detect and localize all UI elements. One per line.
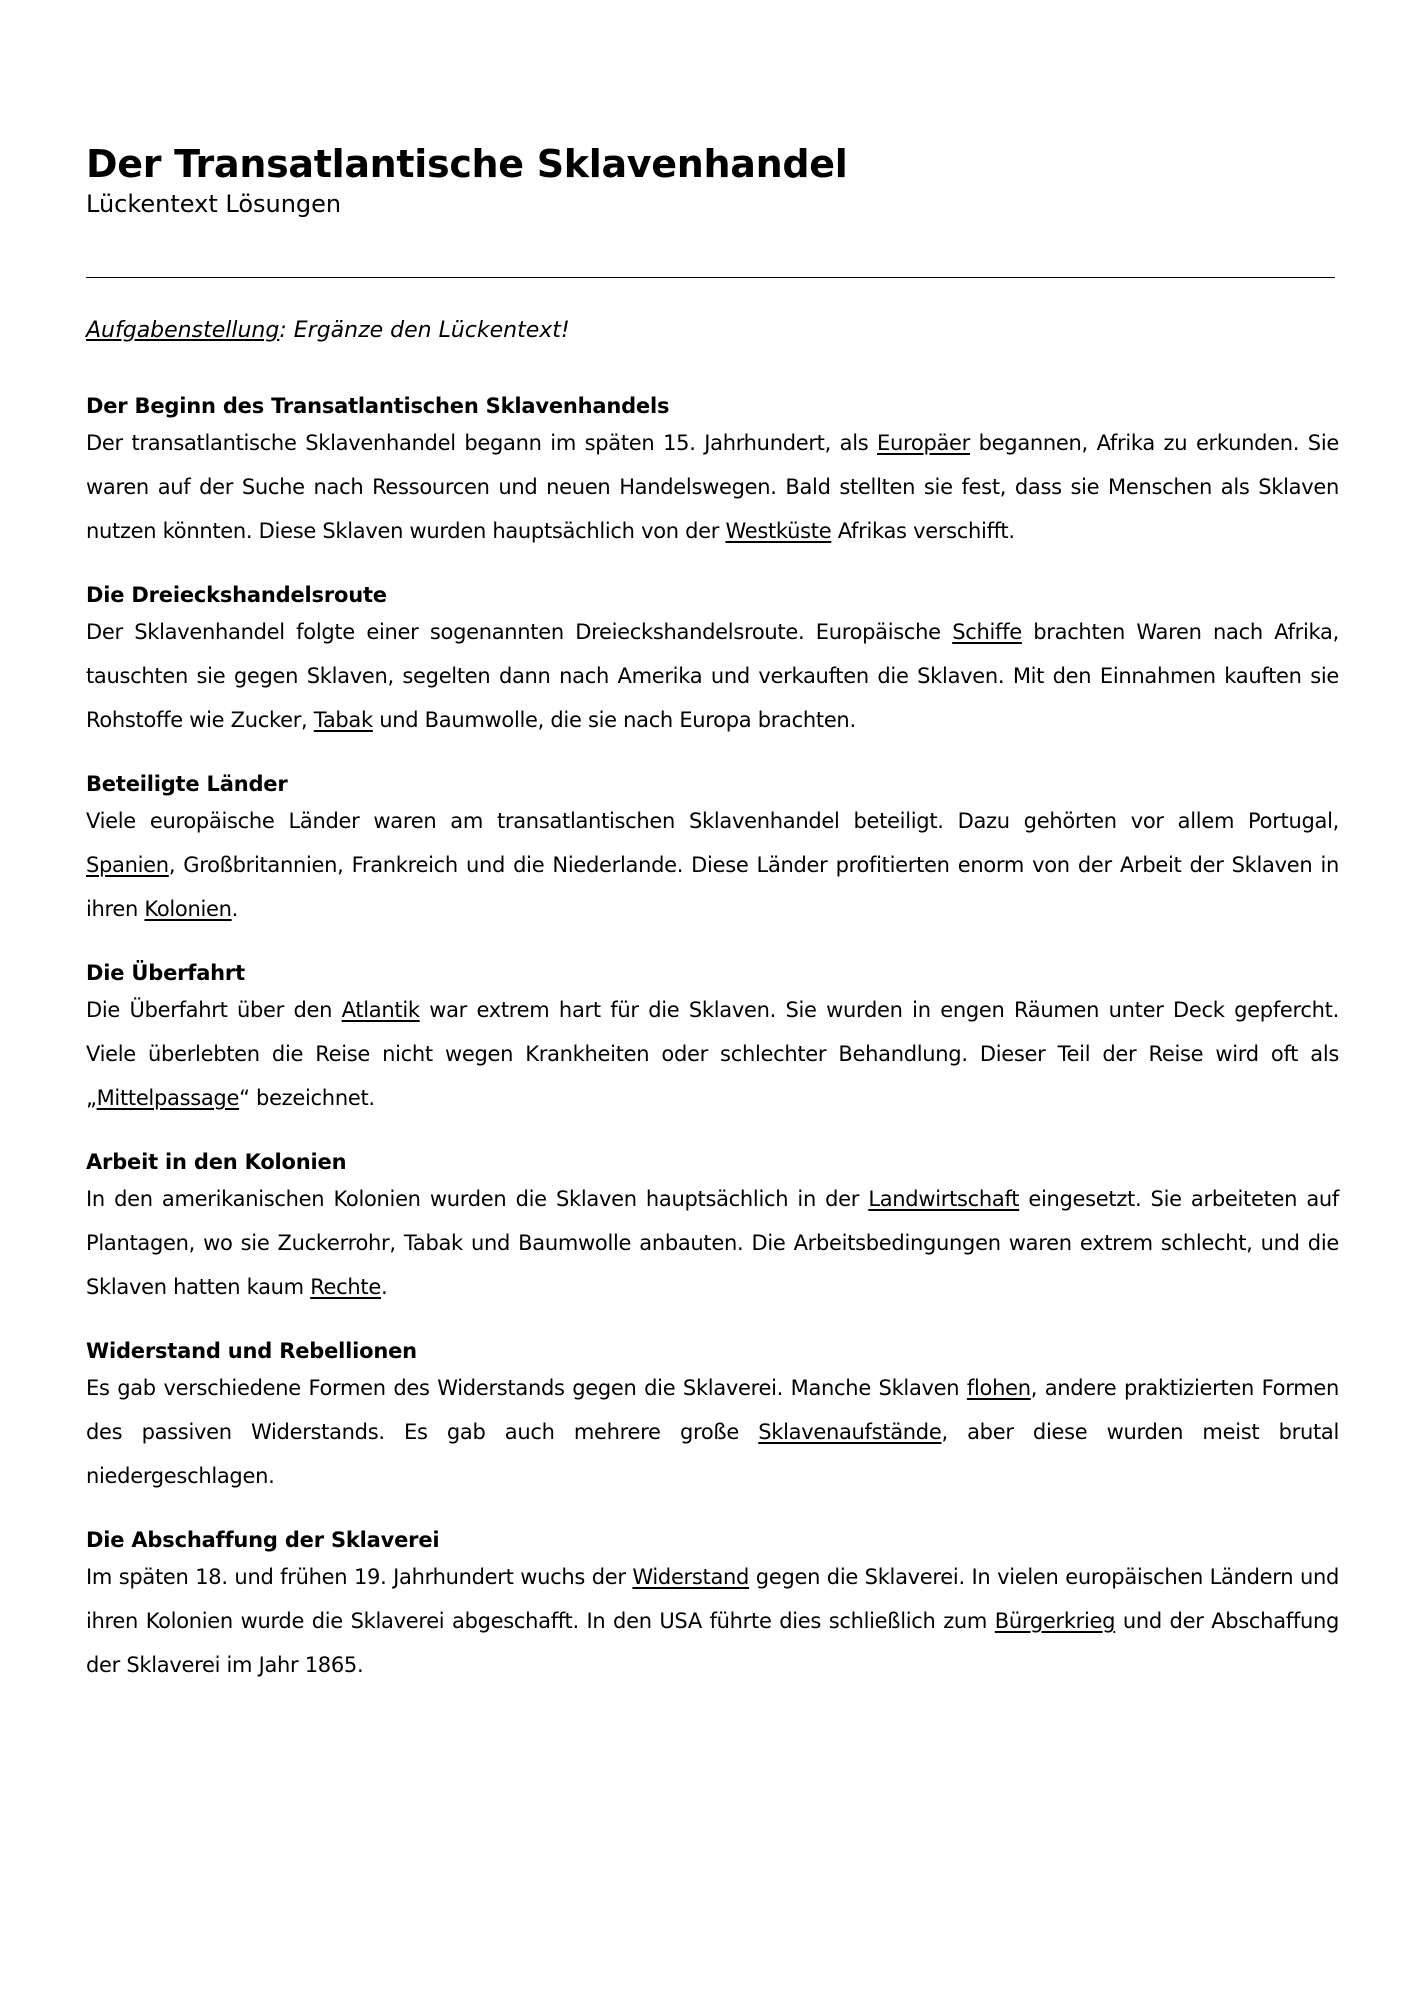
section-paragraph <box>86 421 1339 553</box>
text-run: eingesetzt. Sie arbeiteten auf Plantagen, wo sie Zuckerrohr, Tabak und Baumwolle anbauten. Die Arbeitsbedingungen waren extrem schlecht, und die Sklaven hatten kaum <box>86 1187 1339 1299</box>
answer-word: Europäer <box>877 431 970 455</box>
section-abschaffung <box>86 1525 1339 1687</box>
page-title: Der Transatlantische Sklavenhandel <box>86 142 848 186</box>
section-heading: Arbeit in den Kolonien <box>86 1150 347 1174</box>
section-widerstand <box>86 1336 1339 1498</box>
page-subtitle: Lückentext Lösungen <box>86 190 342 218</box>
text-run: In den amerikanischen Kolonien wurden die Sklaven hauptsächlich in der <box>86 1187 869 1211</box>
section-ueberfahrt <box>86 958 1339 1120</box>
answer-word: Bürgerkrieg <box>994 1609 1116 1633</box>
text-run: und Baumwolle, die sie nach Europa brachten. <box>372 708 856 732</box>
section-laender <box>86 769 1339 931</box>
answer-word: Spanien <box>86 853 169 877</box>
text-run: Viele europäische Länder waren am transatlantischen Sklavenhandel beteiligt. Dazu gehörten vor allem Portugal, <box>86 809 1339 833</box>
text-run: . <box>380 1275 388 1299</box>
text-run: begannen, Afrika zu erkunden. Sie waren auf der Suche nach Ressourcen und neuen Handelswegen. Bald stellten sie fest, dass sie Menschen als Sklaven nutzen könnten. Diese Sklaven wurden hauptsächlich von der <box>86 431 1339 543</box>
text-run: “ bezeichnet. <box>239 1086 375 1110</box>
section-heading: Die Überfahrt <box>86 961 245 985</box>
section-heading: Die Abschaffung der Sklaverei <box>86 1528 440 1552</box>
text-run: , andere praktizierten Formen des passiven Widerstands. Es gab auch mehrere große <box>86 1376 1339 1444</box>
text-run: Im späten 18. und frühen 19. Jahrhundert wuchs der <box>86 1565 633 1589</box>
text-run: und der Abschaffung der Sklaverei im Jahr 1865. <box>86 1609 1339 1677</box>
section-paragraph <box>86 1555 1339 1687</box>
task-text: Ergänze den Lückentext! <box>286 318 570 343</box>
section-arbeit <box>86 1147 1339 1309</box>
section-paragraph <box>86 1177 1339 1309</box>
answer-word: Tabak <box>313 708 373 732</box>
section-paragraph <box>86 988 1339 1120</box>
text-run: gegen die Sklaverei. In vielen europäischen Ländern und ihren Kolonien wurde die Sklaverei abgeschafft. In den USA führte dies schließlich zum <box>86 1565 1339 1633</box>
answer-word: Schiffe <box>952 620 1022 644</box>
task-instruction <box>86 317 1339 345</box>
task-colon: : <box>279 318 287 343</box>
answer-word: Atlantik <box>341 998 420 1022</box>
document-page <box>86 140 1339 1687</box>
section-dreieckshandel <box>86 580 1339 742</box>
section-heading: Beteiligte Länder <box>86 772 288 796</box>
text-run: . <box>231 897 239 921</box>
text-run: brachten Waren nach Afrika, tauschten sie gegen Sklaven, segelten dann nach Amerika und verkauften die Sklaven. Mit den Einnahmen kauften sie Rohstoffe wie Zucker, <box>86 620 1339 732</box>
answer-word: flohen <box>966 1376 1031 1400</box>
answer-word: Widerstand <box>632 1565 750 1589</box>
text-run: Es gab verschiedene Formen des Widerstands gegen die Sklaverei. Manche Sklaven <box>86 1376 967 1400</box>
section-heading: Die Dreieckshandelsroute <box>86 583 387 607</box>
text-run: Der Sklavenhandel folgte einer sogenannten Dreieckshandelsroute. Europäische <box>86 620 953 644</box>
text-run: Der transatlantische Sklavenhandel begann im späten 15. Jahrhundert, als <box>86 431 878 455</box>
task-label: Aufgabenstellung <box>86 318 280 343</box>
answer-word: Rechte <box>310 1275 381 1299</box>
text-run: , Großbritannien, Frankreich und die Niederlande. Diese Länder profitierten enorm von der Arbeit der Sklaven in ihren <box>86 853 1339 921</box>
text-run: Afrikas verschifft. <box>831 519 1015 543</box>
section-beginn <box>86 391 1339 553</box>
header-divider <box>86 277 1335 278</box>
text-run: Die Überfahrt über den <box>86 998 342 1022</box>
answer-word: Kolonien <box>144 897 232 921</box>
text-run: war extrem hart für die Sklaven. Sie wurden in engen Räumen unter Deck gepfercht. Viele überlebten die Reise nicht wegen Krankheiten oder schlechter Behandlung. Dieser Teil der Reise wird oft als „ <box>86 998 1339 1110</box>
answer-word: Mittelpassage <box>96 1086 240 1110</box>
answer-word: Sklavenaufstände <box>758 1420 942 1444</box>
section-paragraph <box>86 610 1339 742</box>
section-paragraph <box>86 799 1339 931</box>
section-paragraph <box>86 1366 1339 1498</box>
text-run: , aber diese wurden meist brutal niedergeschlagen. <box>86 1420 1339 1488</box>
section-heading: Der Beginn des Transatlantischen Sklavenhandels <box>86 394 670 418</box>
section-heading: Widerstand und Rebellionen <box>86 1339 417 1363</box>
answer-word: Westküste <box>725 519 832 543</box>
answer-word: Landwirtschaft <box>868 1187 1020 1211</box>
